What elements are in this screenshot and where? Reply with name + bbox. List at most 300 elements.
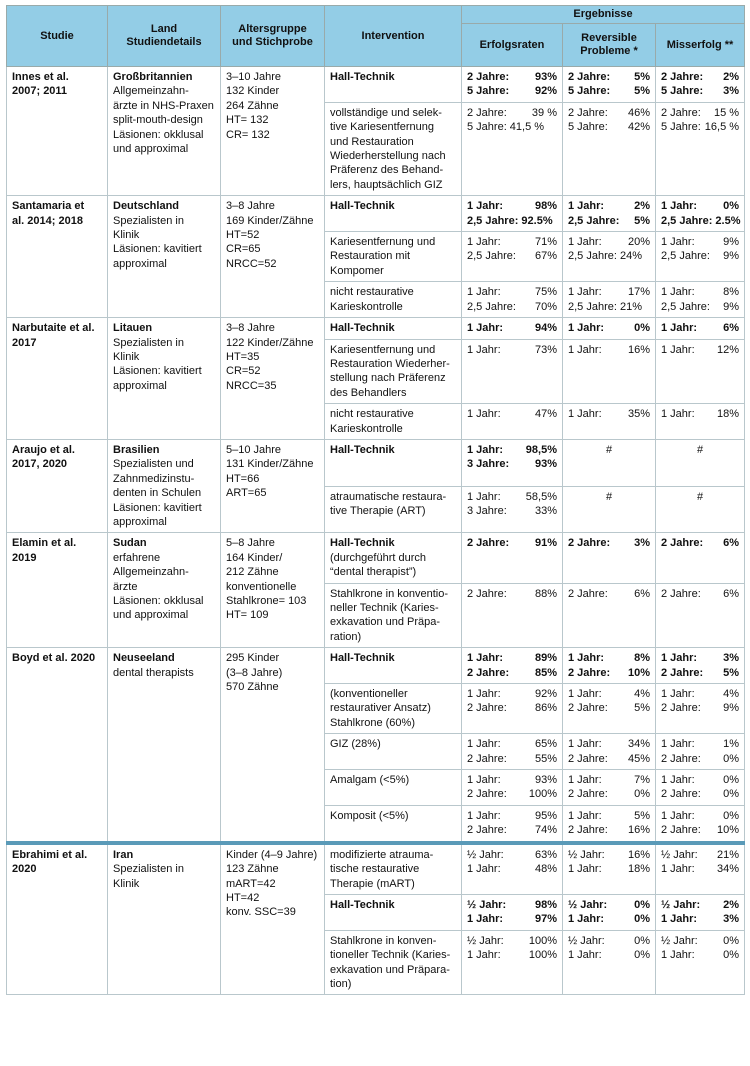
success-rate-cell — [462, 318, 563, 339]
reversible-problems-cell — [563, 232, 656, 282]
result-period: 2 Jahre: — [467, 106, 507, 119]
success-rate-cell — [462, 196, 563, 232]
result-line — [661, 214, 739, 228]
result-line — [467, 343, 557, 357]
result-value: 100% — [528, 788, 557, 801]
result-line — [661, 787, 739, 801]
result-line — [568, 752, 650, 766]
result-line — [661, 737, 739, 751]
success-rate-cell — [462, 684, 563, 734]
failure-cell — [656, 583, 745, 648]
result-value: 39 % — [531, 106, 557, 119]
result-line — [467, 651, 557, 665]
result-line — [568, 898, 650, 912]
result-period: 1 Jahr: — [467, 443, 504, 456]
result-value: 33% — [534, 505, 557, 518]
result-value: 95% — [534, 809, 557, 822]
result-line — [661, 84, 739, 98]
result-period: 2 Jahre: — [568, 788, 608, 801]
country-cell — [108, 318, 221, 440]
result-value: 0% — [723, 788, 740, 801]
result-value: 16% — [627, 824, 650, 837]
result-value: 18% — [717, 408, 740, 421]
failure-cell — [656, 404, 745, 440]
failure-cell — [656, 102, 745, 195]
result-line — [467, 787, 557, 801]
result-value: 75% — [534, 286, 557, 299]
result-period: ½ Jahr: — [661, 898, 701, 911]
result-value: 5% — [634, 214, 650, 227]
failure-cell — [656, 770, 745, 806]
success-rate-cell — [462, 894, 563, 930]
result-period: 1 Jahr: — [568, 343, 602, 356]
intervention-label: Hall-Technik — [330, 200, 395, 213]
result-value: 34% — [627, 738, 650, 751]
result-period: 2 Jahre: — [568, 587, 608, 600]
result-line — [661, 948, 739, 962]
result-period: ½ Jahr: — [661, 848, 698, 861]
intervention-label: Kariesentfernung und Restauration mit Kompomer — [330, 236, 436, 277]
result-value: 18% — [627, 863, 650, 876]
result-period: 2 Jahre: — [467, 537, 510, 550]
success-rate-cell — [462, 282, 563, 318]
result-period: 2 Jahre: — [568, 824, 608, 837]
result-line — [568, 787, 650, 801]
intervention-label: atraumatische restaura- tive Therapie (ART) — [330, 490, 447, 518]
result-period: 1 Jahr: — [568, 322, 605, 335]
result-line — [568, 407, 650, 421]
result-value: 92% — [534, 85, 557, 98]
study-details: Allgemeinzahn- ärzte in NHS-Praxen split-mouth-design Läsionen: okklusal und approximal — [113, 85, 214, 156]
result-value: 7% — [634, 774, 650, 787]
result-value: 5% — [634, 71, 650, 83]
result-value: 74% — [534, 824, 557, 837]
reversible-problems-cell — [563, 196, 656, 232]
reversible-problems-cell: # — [563, 486, 656, 533]
result-line — [568, 70, 650, 84]
result-period: 1 Jahr: — [568, 286, 602, 299]
study-cell: Araujo et al. 2017, 2020 — [7, 439, 108, 532]
country-cell — [108, 533, 221, 648]
result-value: 20% — [627, 236, 650, 249]
reversible-problems-cell — [563, 404, 656, 440]
result-line — [568, 948, 650, 962]
result-value: 0% — [634, 934, 650, 947]
header-age: Altersgruppe und Stichprobe — [221, 6, 325, 67]
result-period: 2 Jahre: — [467, 587, 507, 600]
result-line — [568, 773, 650, 787]
result-period: 2 Jahre: — [467, 824, 507, 837]
result-value: 100% — [528, 949, 557, 962]
intervention-label: GIZ (28%) — [330, 738, 381, 751]
intervention-cell — [325, 102, 462, 195]
result-period: ½ Jahr: — [568, 898, 608, 911]
result-value: 71% — [534, 236, 557, 249]
result-period: 1 Jahr: — [467, 774, 501, 787]
reversible-problems-cell — [563, 282, 656, 318]
result-line — [568, 651, 650, 665]
table-row — [7, 196, 745, 232]
country-cell — [108, 843, 221, 995]
study-details: erfahrene Allgemeinzahn- ärzte Läsionen: okklusal und approximal — [113, 551, 204, 622]
result-value: 15 % — [713, 106, 740, 119]
reversible-problems-cell — [563, 770, 656, 806]
intervention-label: Komposit (<5%) — [330, 809, 409, 822]
result-line — [661, 898, 739, 912]
result-period: ½ Jahr: — [568, 848, 605, 861]
result-period: 5 Jahre: 41,5 % — [467, 121, 545, 134]
result-line — [467, 752, 557, 766]
result-period: 1 Jahr: — [467, 200, 504, 213]
results-table — [6, 5, 745, 995]
success-rate-cell — [462, 734, 563, 770]
intervention-cell — [325, 339, 462, 404]
intervention-cell — [325, 439, 462, 486]
study-cell: Boyd et al. 2020 — [7, 648, 108, 843]
result-value: 100% — [528, 934, 557, 947]
header-reversible: Reversible Probleme * — [563, 24, 656, 67]
study-cell: Ebrahimi et al. 2020 — [7, 843, 108, 995]
result-value: 3% — [634, 537, 650, 550]
result-period: 5 Jahre: — [467, 85, 510, 98]
result-period: 2 Jahre: — [467, 666, 510, 679]
reversible-problems-cell — [563, 805, 656, 842]
result-line — [568, 912, 650, 926]
result-value: 93% — [534, 458, 557, 471]
success-rate-cell — [462, 583, 563, 648]
result-period: 1 Jahr: — [661, 236, 695, 249]
intervention-cell — [325, 734, 462, 770]
result-period: 1 Jahr: — [568, 236, 602, 249]
result-line — [467, 120, 557, 134]
success-rate-cell — [462, 67, 563, 103]
intervention-cell — [325, 196, 462, 232]
failure-cell — [656, 805, 745, 842]
result-line — [661, 285, 739, 299]
intervention-label: Hall-Technik — [330, 322, 395, 335]
intervention-cell — [325, 486, 462, 533]
result-period: 1 Jahr: — [661, 863, 695, 876]
intervention-label: modifizierte atrauma- tische restaurative Therapie (mART) — [330, 848, 434, 890]
results-table-container — [6, 5, 744, 995]
result-value: 91% — [534, 537, 557, 550]
result-period: 1 Jahr: — [568, 688, 602, 701]
result-value: 93% — [534, 71, 557, 83]
result-period: 1 Jahr: — [661, 343, 695, 356]
result-line — [661, 823, 739, 837]
result-value: 21% — [717, 848, 740, 861]
intervention-cell — [325, 533, 462, 583]
result-value: 0% — [634, 322, 650, 335]
reversible-problems-cell — [563, 318, 656, 339]
result-line — [661, 249, 739, 263]
result-line — [467, 235, 557, 249]
study-cell: Narbutaite et al. 2017 — [7, 318, 108, 440]
result-value: 5% — [634, 702, 650, 715]
result-period: 2 Jahre: — [661, 702, 701, 715]
study-details: Spezialisten in Klinik Läsionen: kavitiert approximal — [113, 336, 202, 392]
result-value: 92% — [534, 688, 557, 701]
result-line — [661, 407, 739, 421]
result-period: 1 Jahr: — [568, 774, 602, 787]
result-period: ½ Jahr: — [467, 898, 507, 911]
result-period: 5 Jahre: — [661, 85, 704, 98]
intervention-label: vollständige und selek- tive Kariesentfernung und Restauration Wiederherstellung nach Präferenz des Behand- lers, hauptsächlich GIZ — [330, 106, 446, 191]
intervention-cell — [325, 583, 462, 648]
result-value: 98,5% — [525, 443, 557, 456]
result-value: 34% — [717, 863, 740, 876]
result-value: 16% — [627, 343, 650, 356]
table-row — [7, 533, 745, 583]
result-period: 2,5 Jahre: — [568, 214, 620, 227]
result-value: 98% — [534, 200, 557, 213]
intervention-cell — [325, 930, 462, 995]
result-value: 0% — [723, 934, 740, 947]
result-line — [568, 199, 650, 213]
result-period: 1 Jahr: — [467, 688, 501, 701]
result-period: ½ Jahr: — [467, 848, 504, 861]
country-name: Großbritannien — [113, 71, 193, 83]
success-rate-cell — [462, 486, 563, 533]
result-line — [467, 934, 557, 948]
result-value: 10% — [627, 666, 650, 679]
intervention-cell — [325, 232, 462, 282]
reversible-problems-cell — [563, 102, 656, 195]
country-cell — [108, 196, 221, 318]
result-line — [568, 862, 650, 876]
result-period: 1 Jahr: — [661, 200, 698, 213]
result-value: 0% — [723, 774, 740, 787]
result-line — [467, 823, 557, 837]
intervention-cell — [325, 404, 462, 440]
result-period: 2 Jahre: — [568, 702, 608, 715]
result-line — [661, 536, 739, 550]
reversible-problems-cell — [563, 894, 656, 930]
result-line — [568, 235, 650, 249]
result-line — [661, 321, 739, 335]
result-value: 5% — [723, 666, 740, 679]
age-sample-cell: 295 Kinder (3–8 Jahre) 570 Zähne — [221, 648, 325, 843]
country-name: Litauen — [113, 322, 153, 335]
header-results: Ergebnisse — [462, 6, 745, 24]
study-cell: Santamaria et al. 2014; 2018 — [7, 196, 108, 318]
result-period: 1 Jahr: — [467, 408, 501, 421]
failure-cell: # — [656, 486, 745, 533]
result-value: 6% — [723, 537, 740, 550]
result-period: 2 Jahre: — [661, 666, 704, 679]
result-value: 0% — [723, 200, 740, 213]
failure-cell — [656, 232, 745, 282]
success-rate-cell — [462, 232, 563, 282]
result-value: 4% — [723, 688, 740, 701]
intervention-cell — [325, 648, 462, 684]
result-period: 2 Jahre: — [661, 106, 701, 119]
result-line — [568, 106, 650, 120]
result-value: 8% — [723, 286, 740, 299]
failure-cell — [656, 684, 745, 734]
result-line — [568, 687, 650, 701]
study-details: Spezialisten und Zahnmedizinstu- denten in Schulen Läsionen: kavitiert approximal — [113, 458, 202, 528]
intervention-cell — [325, 67, 462, 103]
result-period: 1 Jahr: — [467, 738, 501, 751]
reversible-problems-cell — [563, 930, 656, 995]
result-line — [661, 934, 739, 948]
intervention-label: Hall-Technik — [330, 537, 395, 550]
country-cell — [108, 439, 221, 532]
result-value: 0% — [723, 752, 740, 765]
intervention-cell — [325, 318, 462, 339]
result-value: 1% — [723, 738, 740, 751]
result-period: 1 Jahr: — [568, 652, 605, 665]
result-period: 1 Jahr: — [568, 863, 602, 876]
result-value: 35% — [627, 408, 650, 421]
success-rate-cell — [462, 533, 563, 583]
intervention-label: Stahlkrone in konventio- neller Technik (Karies- exkavation und Präpa- ration) — [330, 587, 449, 643]
failure-cell — [656, 318, 745, 339]
failure-cell — [656, 843, 745, 895]
result-period: 5 Jahre: — [661, 121, 701, 134]
intervention-label: Stahlkrone in konven- tioneller Technik (Karies- exkavation und Präpara- tion) — [330, 934, 451, 990]
result-value: 89% — [534, 652, 557, 665]
result-line — [467, 809, 557, 823]
result-period: 1 Jahr: — [467, 343, 501, 356]
result-value: 42% — [627, 121, 650, 134]
result-line — [568, 214, 650, 228]
result-line — [568, 587, 650, 601]
result-line — [467, 199, 557, 213]
reversible-problems-cell — [563, 339, 656, 404]
reversible-problems-cell — [563, 67, 656, 103]
success-rate-cell — [462, 102, 563, 195]
age-sample-cell: 3–10 Jahre 132 Kinder 264 Zähne HT= 132 CR= 132 — [221, 67, 325, 196]
result-period: 5 Jahre: — [568, 121, 608, 134]
result-line — [661, 752, 739, 766]
result-value: 63% — [534, 848, 557, 861]
result-value: 55% — [534, 752, 557, 765]
intervention-cell — [325, 684, 462, 734]
result-line — [568, 84, 650, 98]
failure-cell — [656, 339, 745, 404]
result-value: 94% — [534, 322, 557, 335]
result-value: 93% — [534, 774, 557, 787]
result-value: 0% — [634, 949, 650, 962]
intervention-cell — [325, 805, 462, 842]
reversible-problems-cell: # — [563, 439, 656, 486]
failure-cell: # — [656, 439, 745, 486]
result-value: 9% — [723, 300, 740, 313]
header-country: Land Studiendetails — [108, 6, 221, 67]
result-value: 4% — [634, 688, 650, 701]
result-line — [467, 701, 557, 715]
reversible-problems-cell — [563, 684, 656, 734]
header-study: Studie — [7, 6, 108, 67]
result-line — [467, 285, 557, 299]
success-rate-cell — [462, 404, 563, 440]
age-sample-cell: Kinder (4–9 Jahre) 123 Zähne mART=42 HT=42 konv. SSC=39 — [221, 843, 325, 995]
result-line — [467, 457, 557, 471]
result-period: 2 Jahre: — [568, 666, 611, 679]
result-value: 98% — [534, 898, 557, 911]
intervention-label: Amalgam (<5%) — [330, 774, 410, 787]
result-period: ½ Jahr: — [568, 934, 605, 947]
result-line — [568, 934, 650, 948]
intervention-label: Hall-Technik — [330, 652, 395, 665]
failure-cell — [656, 533, 745, 583]
result-period: 1 Jahr: — [467, 322, 504, 335]
result-value: 58,5% — [525, 490, 557, 503]
result-value: 16,5 % — [704, 121, 740, 134]
result-line — [661, 773, 739, 787]
result-value: 0% — [723, 949, 740, 962]
result-value: 6% — [634, 587, 650, 600]
result-value: 88% — [534, 587, 557, 600]
result-value: 3% — [723, 652, 740, 665]
result-value: 10% — [717, 824, 740, 837]
intervention-label: Hall-Technik — [330, 71, 395, 83]
result-period: 1 Jahr: — [661, 774, 695, 787]
result-period: 1 Jahr: — [661, 322, 698, 335]
result-line — [467, 666, 557, 680]
result-line — [467, 848, 557, 862]
table-row — [7, 648, 745, 684]
result-value: 86% — [534, 702, 557, 715]
intervention-note: (durchgeführt durch “dental therapist”) — [330, 551, 426, 579]
result-line — [661, 862, 739, 876]
result-line — [661, 199, 739, 213]
result-period: 2,5 Jahre: — [661, 250, 710, 263]
result-period: 2 Jahre: — [467, 752, 507, 765]
result-period: 2 Jahre: — [661, 71, 704, 83]
result-line — [568, 666, 650, 680]
result-period: 2 Jahre: — [568, 537, 611, 550]
result-period: 1 Jahr: — [661, 286, 695, 299]
reversible-problems-cell — [563, 583, 656, 648]
study-details: Spezialisten in Klinik — [113, 863, 184, 890]
result-period: 1 Jahr: — [661, 652, 698, 665]
result-line — [568, 300, 650, 314]
result-line — [661, 666, 739, 680]
result-period: 1 Jahr: — [661, 809, 695, 822]
result-value: 3% — [723, 85, 740, 98]
result-line — [467, 912, 557, 926]
result-period: 2 Jahre: — [661, 752, 701, 765]
study-details: dental therapists — [113, 666, 194, 679]
result-period: 2 Jahre: — [568, 752, 608, 765]
result-period: 1 Jahr: — [568, 949, 602, 962]
age-sample-cell: 3–8 Jahre 122 Kinder/Zähne HT=35 CR=52 NRCC=35 — [221, 318, 325, 440]
failure-cell — [656, 930, 745, 995]
result-period: 1 Jahr: — [661, 408, 695, 421]
result-line — [568, 737, 650, 751]
result-value: 48% — [534, 863, 557, 876]
intervention-label: Hall-Technik — [330, 443, 395, 456]
result-period: 1 Jahr: — [467, 913, 504, 926]
result-value: 0% — [634, 788, 650, 801]
result-line — [568, 343, 650, 357]
study-cell: Innes et al. 2007; 2011 — [7, 67, 108, 196]
failure-cell — [656, 648, 745, 684]
result-line — [467, 214, 557, 228]
result-value: 85% — [534, 666, 557, 679]
result-period: 1 Jahr: — [467, 809, 501, 822]
result-value: 0% — [723, 809, 740, 822]
result-value: 12% — [717, 343, 740, 356]
result-period: 2,5 Jahre: — [661, 300, 710, 313]
result-period: 1 Jahr: — [661, 913, 698, 926]
result-period: 2,5 Jahre: 24% — [568, 250, 642, 263]
intervention-label: nicht restaurative Karieskontrolle — [330, 408, 414, 435]
result-period: ½ Jahr: — [661, 934, 698, 947]
